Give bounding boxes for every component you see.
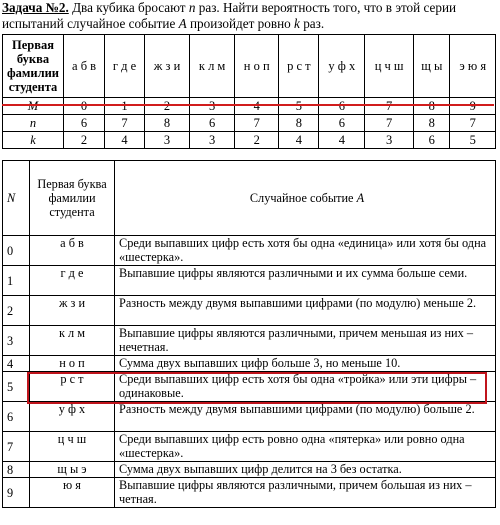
task-text-1: Два кубика бросают bbox=[68, 0, 189, 15]
letter-group: ц ч ш bbox=[365, 35, 414, 98]
event-text: Среди выпавших цифр есть хотя бы одна «единица» или хотя бы одна «шестерка». bbox=[115, 236, 496, 266]
cell: 8 bbox=[279, 115, 319, 132]
cell: 7 bbox=[450, 115, 496, 132]
row-k bbox=[3, 132, 496, 149]
strikethrough-annotation bbox=[2, 104, 494, 106]
event-letters: ж з и bbox=[30, 296, 115, 326]
row-n bbox=[3, 115, 496, 132]
variants-header-row bbox=[3, 35, 496, 98]
event-number: 6 bbox=[3, 402, 30, 432]
letter-group: р с т bbox=[279, 35, 319, 98]
event-number: 7 bbox=[3, 432, 30, 462]
cell: 8 bbox=[414, 115, 450, 132]
event-letters: у ф х bbox=[30, 402, 115, 432]
event-number: 0 bbox=[3, 236, 30, 266]
event-number: 5 bbox=[3, 372, 30, 402]
header-first-letter: Первая буква фамилии студента bbox=[3, 35, 64, 98]
letter-group: н о п bbox=[235, 35, 279, 98]
cell: 4 bbox=[279, 132, 319, 149]
event-text: Выпавшие цифры являются различными, причем меньшая из них – нечетная. bbox=[115, 326, 496, 356]
highlight-box-annotation bbox=[27, 372, 487, 404]
event-text: Разность между двумя выпавшими цифрами (по модулю) больше 2. bbox=[115, 402, 496, 432]
letter-group: к л м bbox=[190, 35, 235, 98]
event-row bbox=[3, 432, 496, 462]
letter-group: ж з и bbox=[144, 35, 189, 98]
row-label: k bbox=[3, 132, 64, 149]
cell bbox=[235, 98, 279, 115]
event-letters: щ ы э bbox=[30, 462, 115, 478]
event-row bbox=[3, 326, 496, 356]
event-letters: г д е bbox=[30, 266, 115, 296]
event-row bbox=[3, 296, 496, 326]
header-event bbox=[115, 161, 496, 236]
event-number: 3 bbox=[3, 326, 30, 356]
cell: 4 bbox=[105, 132, 145, 149]
task-text-3: произойдет ровно bbox=[186, 16, 295, 31]
event-number: 9 bbox=[3, 478, 30, 508]
event-letters: н о п bbox=[30, 356, 115, 372]
cell bbox=[319, 98, 365, 115]
cell: 2 bbox=[235, 132, 279, 149]
cell bbox=[105, 98, 145, 115]
event-letters: ц ч ш bbox=[30, 432, 115, 462]
event-letters: ю я bbox=[30, 478, 115, 508]
cell bbox=[144, 98, 189, 115]
cell: 6 bbox=[64, 115, 105, 132]
cell: 5 bbox=[450, 132, 496, 149]
header-event-var: A bbox=[356, 191, 365, 205]
event-row bbox=[3, 356, 496, 372]
event-row bbox=[3, 462, 496, 478]
var-n: n bbox=[188, 0, 196, 15]
cell bbox=[450, 98, 496, 115]
letter-group: у ф х bbox=[319, 35, 365, 98]
letter-group: э ю я bbox=[450, 35, 496, 98]
task-title: Задача №2. bbox=[2, 0, 69, 15]
cell bbox=[64, 98, 105, 115]
event-text: Выпавшие цифры являются различными, причем большая из них – четная. bbox=[115, 478, 496, 508]
event-text: Сумма двух выпавших цифр больше 3, но меньше 10. bbox=[115, 356, 496, 372]
event-letters: р с т bbox=[30, 372, 115, 402]
event-letters: к л м bbox=[30, 326, 115, 356]
variants-table bbox=[2, 34, 496, 149]
event-row bbox=[3, 236, 496, 266]
cell: 4 bbox=[319, 132, 365, 149]
event-number: 4 bbox=[3, 356, 30, 372]
row-label bbox=[3, 98, 64, 115]
var-k: k bbox=[294, 16, 300, 31]
cell: 7 bbox=[365, 115, 414, 132]
cell: 7 bbox=[105, 115, 145, 132]
event-text: Среди выпавших цифр есть хотя бы одна «тройка» или эти цифры – одинаковые. bbox=[115, 372, 496, 402]
header-event-label: Случайное событие bbox=[249, 191, 354, 205]
events-header-row bbox=[3, 161, 496, 236]
cell bbox=[190, 98, 235, 115]
letter-group: а б в bbox=[64, 35, 105, 98]
header-first-letter: Первая буква фамилии студента bbox=[30, 161, 115, 236]
event-row bbox=[3, 478, 496, 508]
events-table bbox=[2, 160, 496, 508]
header-n: N bbox=[3, 161, 30, 236]
letter-group: г д е bbox=[105, 35, 145, 98]
event-row bbox=[3, 402, 496, 432]
cell: 2 bbox=[64, 132, 105, 149]
event-number: 8 bbox=[3, 462, 30, 478]
cell: 3 bbox=[190, 132, 235, 149]
task-text-2: раз. Найти вероятность того, что в этой серии испытаний случайное событие bbox=[2, 0, 457, 31]
cell: 3 bbox=[365, 132, 414, 149]
cell: 7 bbox=[235, 115, 279, 132]
cell: 6 bbox=[190, 115, 235, 132]
cell: 8 bbox=[144, 115, 189, 132]
row-m bbox=[3, 98, 496, 115]
cell bbox=[279, 98, 319, 115]
event-number: 1 bbox=[3, 266, 30, 296]
task-statement bbox=[2, 0, 498, 32]
row-label: n bbox=[3, 115, 64, 132]
cell: 6 bbox=[319, 115, 365, 132]
event-text: Среди выпавших цифр есть ровно одна «пятерка» или ровно одна «шестерка». bbox=[115, 432, 496, 462]
task-text-4: раз. bbox=[299, 16, 325, 31]
event-number: 2 bbox=[3, 296, 30, 326]
letter-group: щ ы bbox=[414, 35, 450, 98]
event-row bbox=[3, 266, 496, 296]
event-text: Выпавшие цифры являются различными и их сумма больше семи. bbox=[115, 266, 496, 296]
cell: 3 bbox=[144, 132, 189, 149]
cell bbox=[414, 98, 450, 115]
cell: 6 bbox=[414, 132, 450, 149]
var-a: A bbox=[178, 16, 187, 31]
event-letters: а б в bbox=[30, 236, 115, 266]
event-text: Сумма двух выпавших цифр делится на 3 без остатка. bbox=[115, 462, 496, 478]
event-text: Разность между двумя выпавшими цифрами (по модулю) меньше 2. bbox=[115, 296, 496, 326]
cell bbox=[365, 98, 414, 115]
